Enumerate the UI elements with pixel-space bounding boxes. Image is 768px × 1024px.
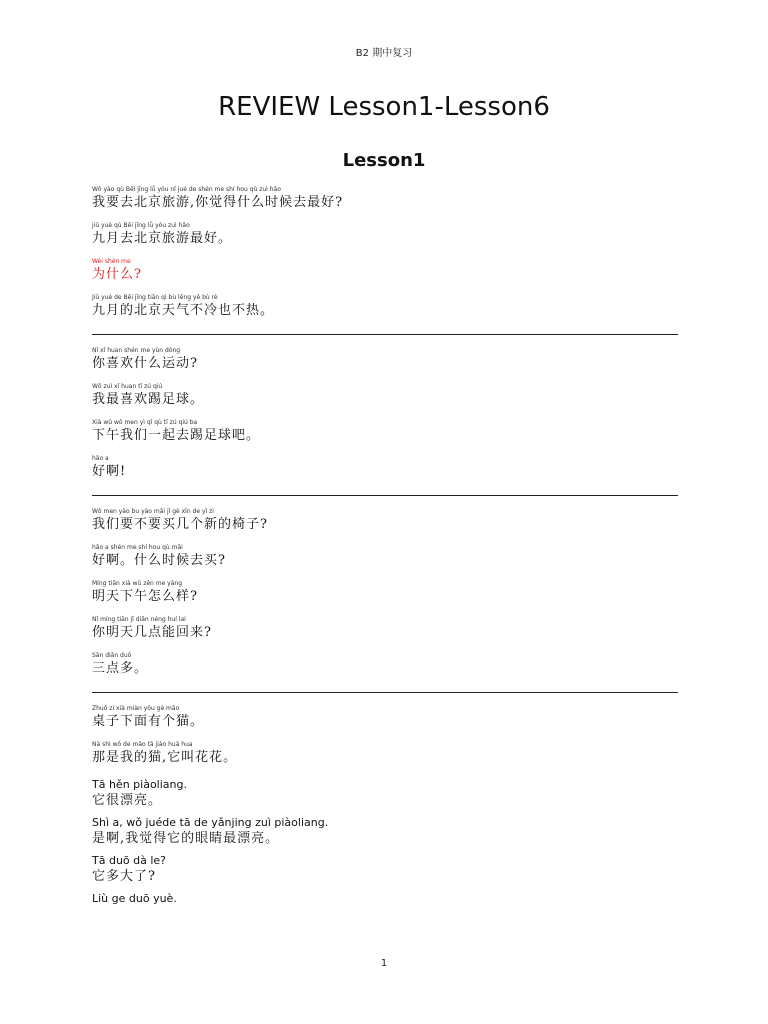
pinyin-line: Míng tiān xià wǔ zěn me yàng bbox=[92, 580, 183, 587]
sentence-18 bbox=[92, 853, 682, 891]
hanzi-line: 九月去北京旅游最好。 bbox=[92, 231, 233, 246]
sentence-15 bbox=[92, 741, 682, 777]
pinyin-line: hǎo a bbox=[92, 455, 109, 462]
sentence-13 bbox=[92, 652, 682, 688]
pinyin-line: Liù ge duō yuè. bbox=[92, 892, 177, 905]
pinyin-line: Sān diǎn duō bbox=[92, 652, 132, 659]
sentence-5 bbox=[92, 347, 682, 383]
hanzi-line: 为什么? bbox=[92, 267, 142, 282]
sentence-4 bbox=[92, 294, 682, 330]
section-divider bbox=[92, 334, 678, 335]
sentence-16 bbox=[92, 777, 682, 815]
pinyin-line: Nà shì wǒ de māo tā jiào huā hua bbox=[92, 741, 193, 748]
pinyin-line: Wǒ men yào bu yào mǎi jǐ gè xīn de yǐ zi bbox=[92, 508, 214, 515]
hanzi-line: 三点多。 bbox=[92, 661, 149, 676]
hanzi-line: 它很漂亮。 bbox=[92, 793, 163, 808]
page-number: 1 bbox=[380, 958, 388, 969]
pinyin-line: Xià wǔ wǒ men yì qǐ qù tī zú qiú ba bbox=[92, 419, 198, 426]
hanzi-line: 它多大了? bbox=[92, 869, 156, 884]
pinyin-line: Tā duō dà le? bbox=[92, 854, 167, 867]
pinyin-line: Jiǔ yuè de Běi jīng tiān qì bù lěng yě bù rè bbox=[92, 294, 218, 301]
sentence-2 bbox=[92, 222, 682, 258]
sentence-19 bbox=[92, 891, 682, 927]
hanzi-line: 你明天几点能回来? bbox=[92, 625, 212, 640]
hanzi-line: 九月的北京天气不冷也不热。 bbox=[92, 303, 275, 318]
hanzi-line: 桌子下面有个猫。 bbox=[92, 714, 205, 729]
sentence-6 bbox=[92, 383, 682, 419]
sentence-14 bbox=[92, 705, 682, 741]
sentence-17 bbox=[92, 815, 682, 853]
hanzi-line: 你喜欢什么运动? bbox=[92, 356, 198, 371]
pinyin-line: Zhuō zi xià miàn yǒu gè māo bbox=[92, 705, 180, 712]
section-divider bbox=[92, 495, 678, 496]
pinyin-line: Wèi shén me bbox=[92, 258, 131, 265]
pinyin-line: Tā hěn piàoliang. bbox=[92, 778, 187, 791]
sentence-3 bbox=[92, 258, 682, 294]
hanzi-line: 明天下午怎么样? bbox=[92, 589, 198, 604]
sentence-1 bbox=[92, 186, 682, 222]
hanzi-line: 我最喜欢踢足球。 bbox=[92, 392, 205, 407]
lesson-heading: Lesson1 bbox=[342, 150, 426, 171]
document-title: REVIEW Lesson1-Lesson6 bbox=[218, 92, 550, 122]
lesson-content bbox=[92, 186, 682, 927]
sentence-9 bbox=[92, 508, 682, 544]
pinyin-line: hǎo a shén me shí hou qù mǎi bbox=[92, 544, 183, 551]
hanzi-line: 下午我们一起去踢足球吧。 bbox=[92, 428, 261, 443]
sentence-7 bbox=[92, 419, 682, 455]
hanzi-line: 我要去北京旅游,你觉得什么时候去最好? bbox=[92, 195, 344, 210]
page-header: B2 期中复习 bbox=[355, 48, 413, 59]
sentence-11 bbox=[92, 580, 682, 616]
hanzi-line: 我们要不要买几个新的椅子? bbox=[92, 517, 268, 532]
hanzi-line: 好啊! bbox=[92, 464, 127, 479]
sentence-8 bbox=[92, 455, 682, 491]
sentence-12 bbox=[92, 616, 682, 652]
hanzi-line: 是啊,我觉得它的眼睛最漂亮。 bbox=[92, 831, 280, 846]
pinyin-line: Wǒ yào qù Běi jīng lǚ yóu nǐ jué de shén me shí hou qù zuì hǎo bbox=[92, 186, 281, 193]
hanzi-line: 好啊。什么时候去买? bbox=[92, 553, 226, 568]
sentence-10 bbox=[92, 544, 682, 580]
pinyin-line: jiǔ yuè qù Běi jīng lǚ yóu zuì hǎo bbox=[92, 222, 190, 229]
section-divider bbox=[92, 692, 678, 693]
pinyin-line: Nǐ xǐ huan shén me yùn dòng bbox=[92, 347, 181, 354]
pinyin-line: Shì a, wǒ juéde tā de yǎnjing zuì piàoliang. bbox=[92, 816, 329, 829]
pinyin-line: Nǐ míng tiān jǐ diǎn néng huí lai bbox=[92, 616, 186, 623]
hanzi-line: 那是我的猫,它叫花花。 bbox=[92, 750, 238, 765]
pinyin-line: Wǒ zuì xǐ huan tī zú qiú bbox=[92, 383, 163, 390]
